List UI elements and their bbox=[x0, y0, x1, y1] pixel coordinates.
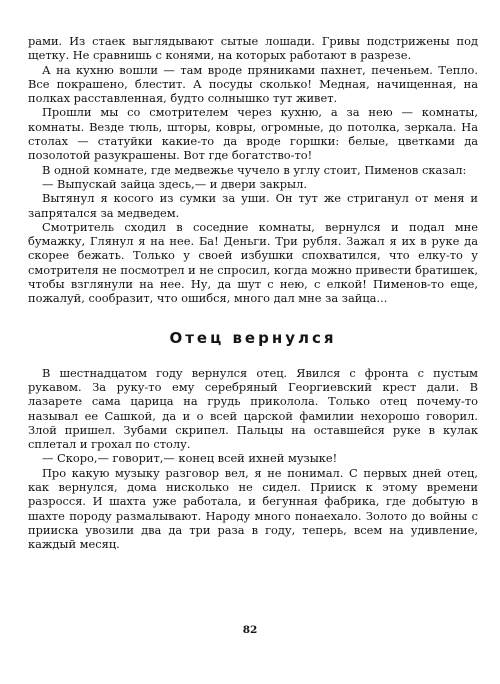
page-number: 82 bbox=[242, 624, 258, 636]
paragraph: В одной комнате, где медвежье чучело в углу стоит, Пименов сказал: bbox=[42, 162, 467, 177]
dialogue-line: — Скоро,— говорит,— конец всей ихней музыке! bbox=[42, 451, 338, 466]
paragraph: Про какую музыку разговор вел, я не понимал. С первых дней отец, как вернулся, дома нисколько не сидел. Прииск к этому времени разросся. И шахта уже работала, и бегунная фабрика, где добытую в шахте породу размалывают. Народу много понаехало. Золото до войны с прииска увозили два да три раза в году, теперь, всем на удивление, каждый месяц. bbox=[28, 465, 478, 552]
paragraph: В шестнадцатом году вернулся отец. Явился с фронта с пустым рукавом. За руку-то ему серебряный Георгиевский крест дали. В лазарете сама царица на грудь приколола. Только отец почему-то называл ее Сашкой, да и о всей царской фамилии нехорошо говорил. Злой пришел. Зубами скрипел. Пальцы на оставшейся руке в кулак сплетал и грохал по столу. bbox=[28, 365, 478, 452]
paragraph: Вытянул я косого из сумки за уши. Он тут же стриганул от меня и запрятался за медведем. bbox=[28, 191, 478, 220]
paragraph: рами. Из стаек выглядывают сытые лошади. Гривы подстрижены под щетку. Не сравнишь с конями, на которых работают в разрезе. bbox=[28, 34, 478, 63]
paragraph: Прошли мы со смотрителем через кухню, а за нею — комнаты, комнаты. Везде тюль, шторы, ковры, огромные, до потолка, зеркала. На столах — статуйки какие-то да вроде горшки: белые, цветками да позолотой разукрашены. Вот где богатство-то! bbox=[28, 105, 478, 163]
chapter-title: Отец вернулся bbox=[169, 328, 337, 347]
book-page bbox=[28, 34, 478, 552]
paragraph: Смотритель сходил в соседние комнаты, вернулся и подал мне бумажку, Глянул я на нее. Ба! Деньги. Три рубля. Зажал я их в руке да скорее бежать. Только у своей избушки спохватился, что елку-то у смотрителя не посмотрел и не спросил, когда можно привести братишек, чтобы взглянули на нее. Ну, да шут с нею, с елкой! Пименов-то еще, пожалуй, сообразит, что ошибся, много дал мне за зайца... bbox=[28, 219, 478, 306]
dialogue-line: — Выпускай зайца здесь,— и двери закрыл. bbox=[42, 176, 307, 191]
paragraph: А на кухню вошли — там вроде пряниками пахнет, печеньем. Тепло. Все покрашено, блестит. А посуды сколько! Медная, начищенная, на полках расставленная, будто солнышко тут живет. bbox=[28, 62, 478, 106]
